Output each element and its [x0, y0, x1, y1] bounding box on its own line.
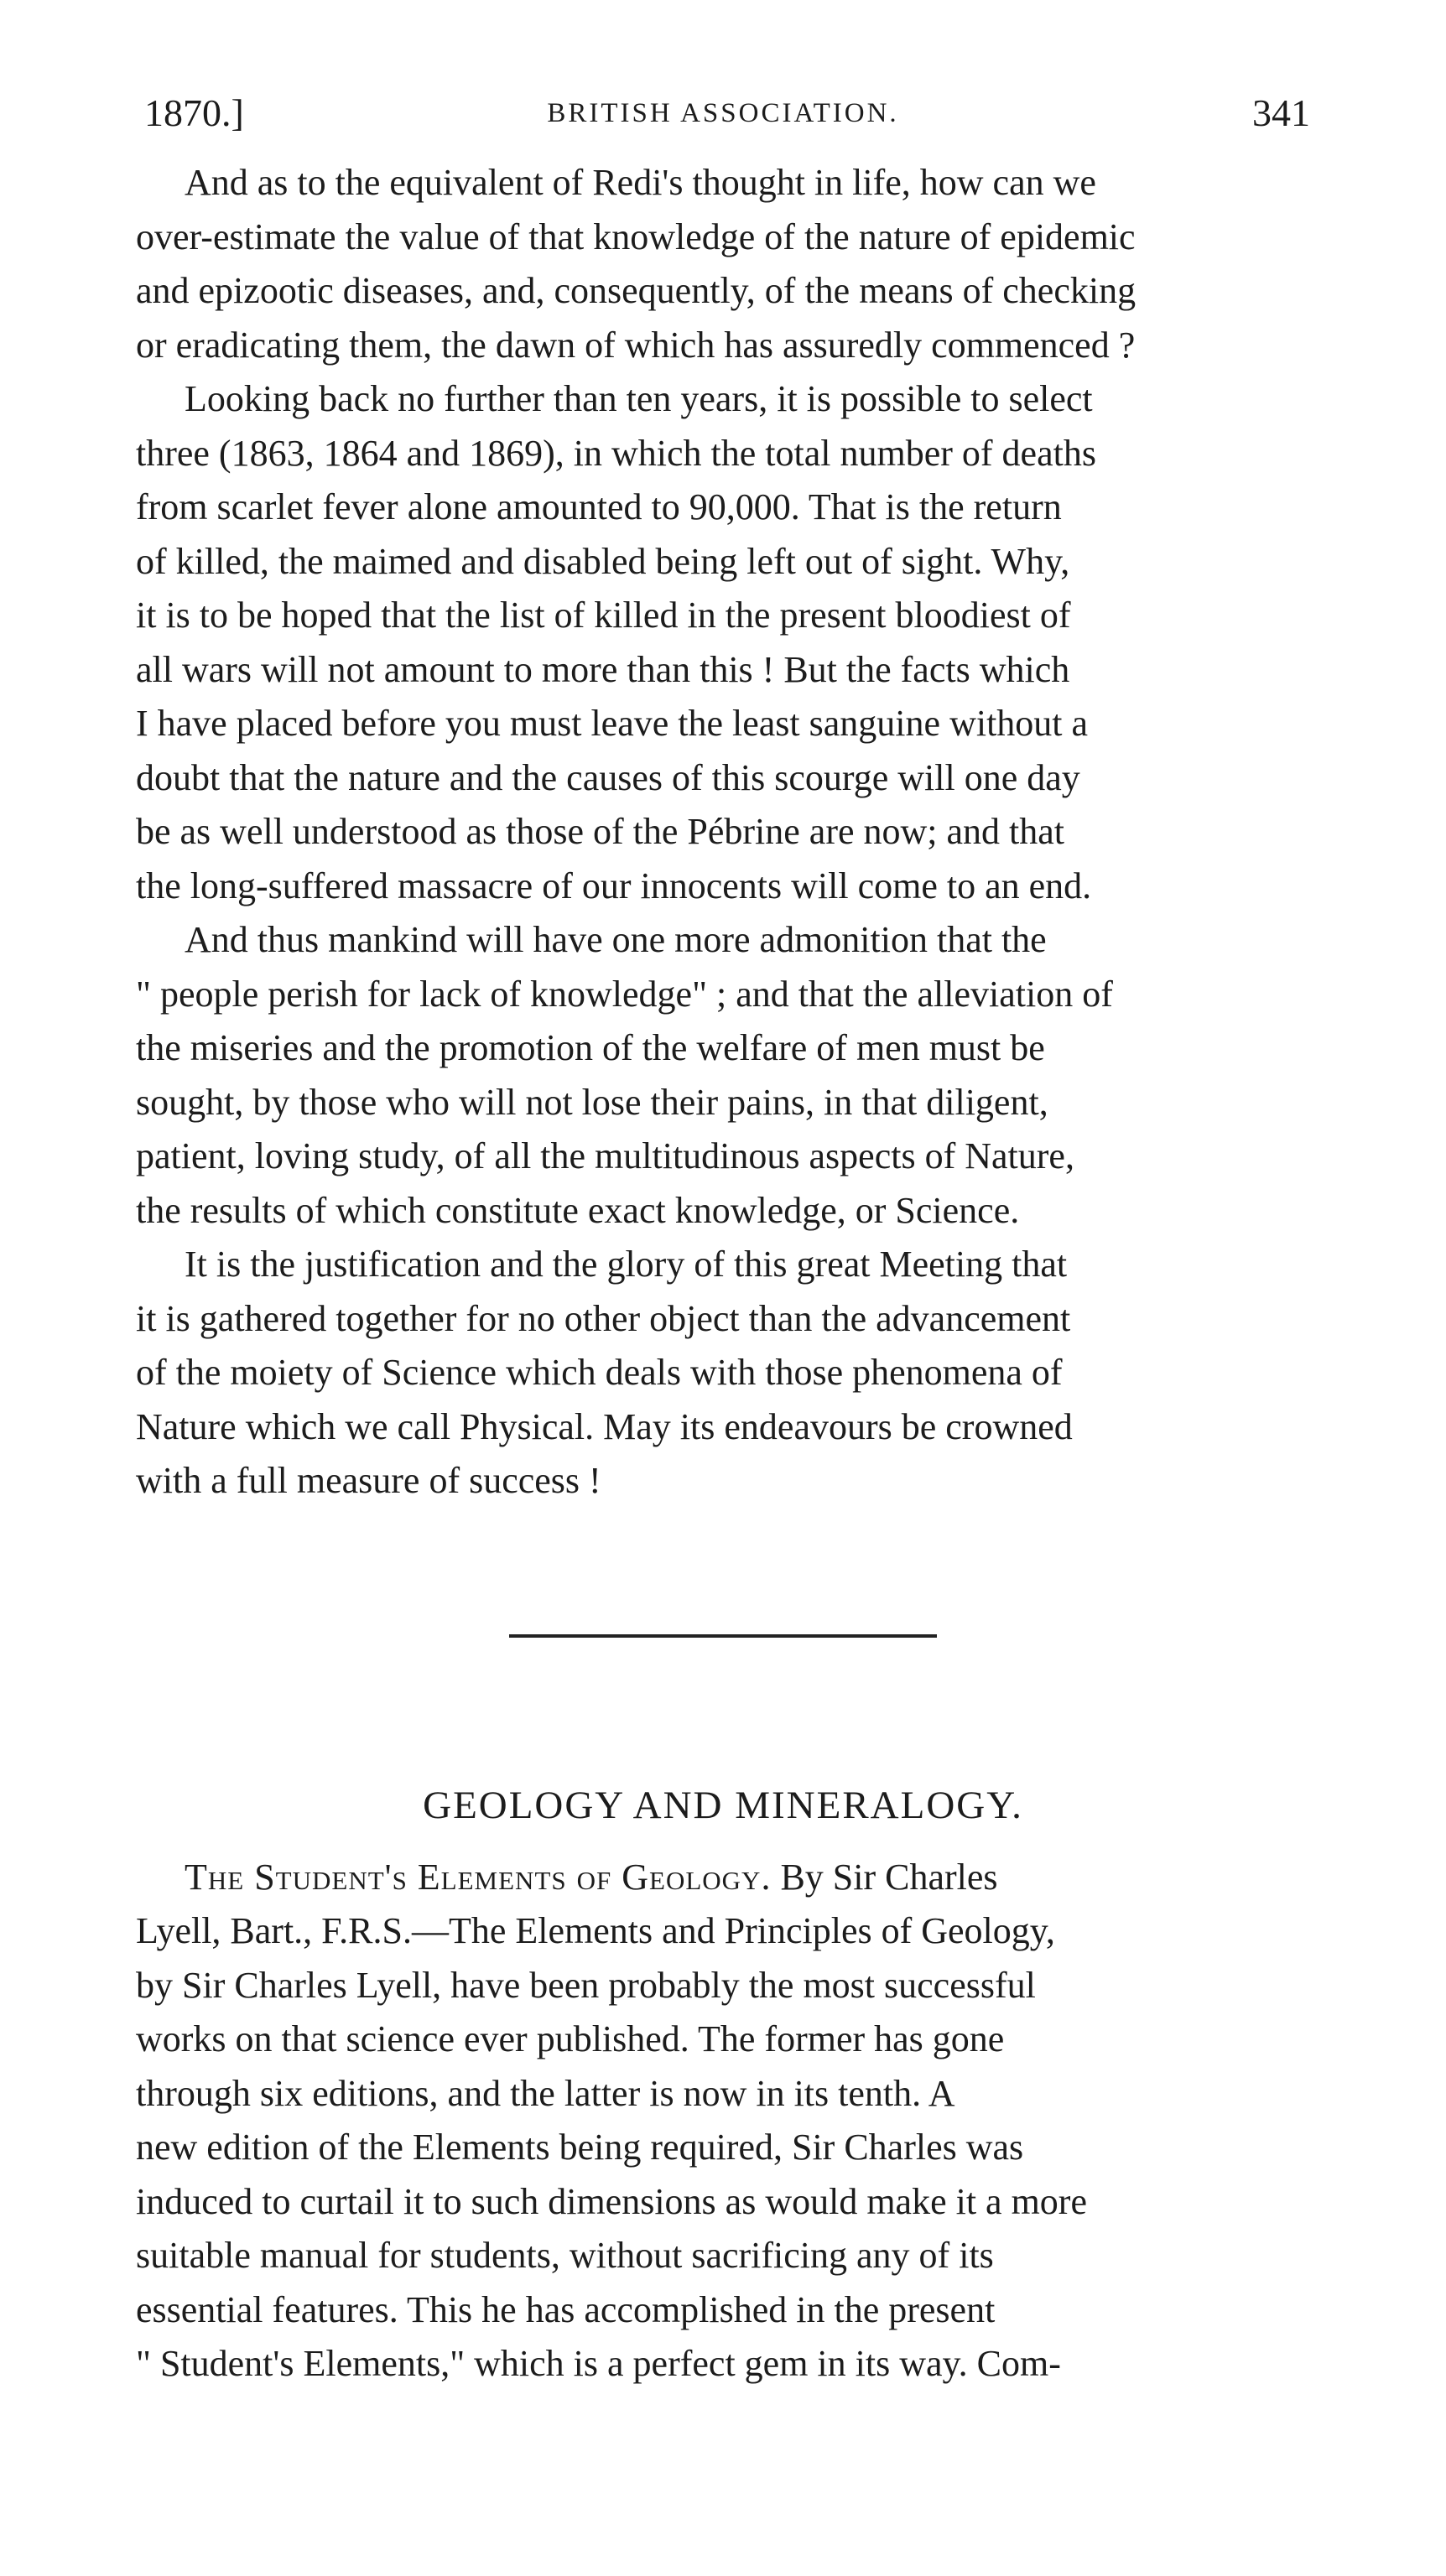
- running-head: [136, 84, 1310, 143]
- review-paragraph: [136, 1851, 1310, 2392]
- paragraph: Looking back no further than ten years, it is possible to select three (1863, 1864 and 1869), in which the total number of deaths from scarlet fever alone amounted to 90,000. That is the return of killed, the maimed and disabled being left out of sight. Why, it is to be hoped that the list of killed in the present bloodiest of all wars will not amount to more than this ! But the facts which I have placed before you must leave the least sanguine without a doubt that the nature and the causes of this scourge will one day be as well understood as those of the Pébrine are now; and that the long-suffered massacre of our innocents will come to an end.: [136, 378, 1096, 906]
- review-section: [136, 1851, 1310, 2392]
- book-page: [136, 84, 1310, 2392]
- paragraph: And as to the equivalent of Redi's thought in life, how can we over-estimate the value of that knowledge of the nature of epidemic and epizootic diseases, and, consequently, of the means of checking or eradicating them, the dawn of which has assuredly commenced ?: [136, 162, 1137, 366]
- page-number: 341: [1252, 91, 1310, 134]
- paragraph: It is the justification and the glory of this great Meeting that it is gathered together for no other object than the advancement of the moiety of Science which deals with those phenomena of Nature which we call Physical. May its endeavours be crowned with a full measure of success !: [136, 1244, 1073, 1501]
- address-conclusion: [136, 156, 1310, 1509]
- header-year: 1870.]: [144, 91, 244, 134]
- review-title: The Student's Elements of Geology.: [185, 1856, 772, 1898]
- section-divider: [509, 1634, 937, 1638]
- header-title: BRITISH ASSOCIATION.: [547, 98, 899, 128]
- paragraph: And thus mankind will have one more admonition that the " people perish for lack of knowledge" ; and that the alleviation of the miseries and the promotion of the welfare of men must be sought, by those who will not lose their pains, in that diligent, patient, loving study, of all the multitudinous aspects of Nature, the results of which constitute exact knowledge, or Science.: [136, 919, 1113, 1231]
- review-body: By Sir Charles Lyell, Bart., F.R.S.—The Elements and Principles of Geology, by Sir Charles Lyell, have been probably the most successful works on that science ever published. The former has gone through six editions, and the latter is now in its tenth. A new edition of the Elements being required, Sir Charles was induced to curtail it to such dimensions as would make it a more suitable manual for students, without sacrificing any of its essential features. This he has accomplished in the present " Student's Elements," which is a perfect gem in its way. Com-: [136, 1856, 1087, 2384]
- section-heading: GEOLOGY AND MINERALOGY.: [423, 1783, 1023, 1827]
